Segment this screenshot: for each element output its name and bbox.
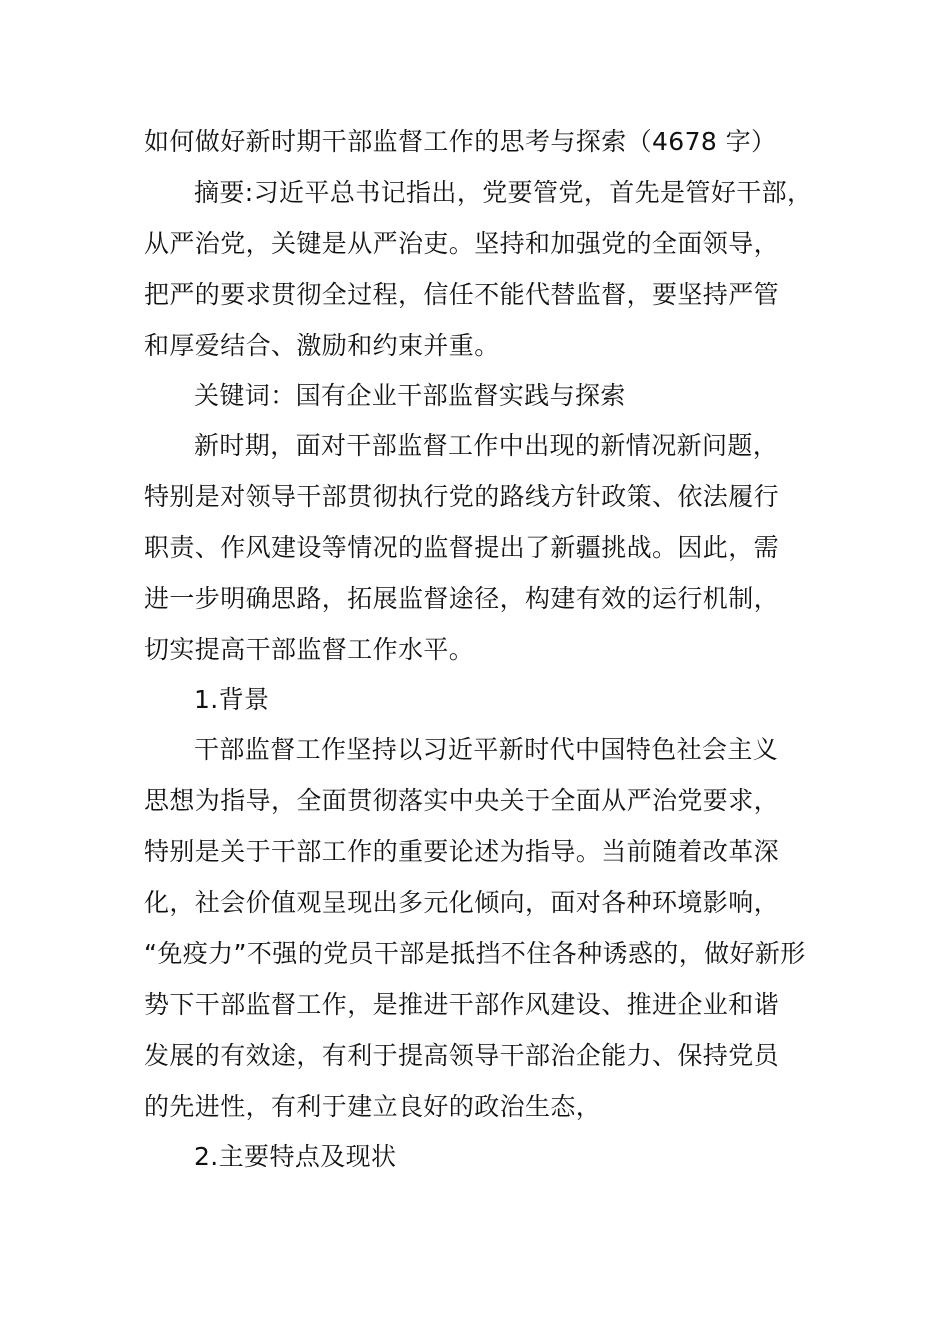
abstract-line: 和厚爱结合、激励和约束并重。: [144, 331, 500, 360]
abstract-line: 把严的要求贯彻全过程，信任不能代替监督，要坚持严管: [144, 280, 780, 309]
paragraph-line: 职责、作风建设等情况的监督提出了新疆挑战。因此，需: [144, 533, 780, 562]
paragraph-line: 化，社会价值观呈现出多元化倾向，面对各种环境影响，: [144, 888, 780, 917]
paragraph-line: 新时期，面对干部监督工作中出现的新情况新问题，: [194, 431, 779, 460]
paragraph-line: 特别是关于干部工作的重要论述为指导。当前随着改革深: [144, 837, 780, 866]
paragraph-line: 切实提高干部监督工作水平。: [144, 635, 475, 664]
paragraph-line: 干部监督工作坚持以习近平新时代中国特色社会主义: [194, 735, 779, 764]
abstract-line: 摘要:习近平总书记指出，党要管党，首先是管好干部，: [194, 178, 813, 207]
document-title: 如何做好新时期干部监督工作的思考与探索（4678 字）: [144, 127, 777, 156]
paragraph-line: 特别是对领导干部贯彻执行党的路线方针政策、依法履行: [144, 482, 780, 511]
paragraph-line: 进一步明确思路，拓展监督途径，构建有效的运行机制，: [144, 584, 780, 613]
abstract-line: 从严治党，关键是从严治吏。坚持和加强党的全面领导，: [144, 229, 780, 258]
paragraph-line: 思想为指导，全面贯彻落实中央关于全面从严治党要求，: [144, 786, 780, 815]
paragraph-line: 的先进性，有利于建立良好的政治生态，: [144, 1092, 602, 1121]
paragraph-line: 发展的有效途，有利于提高领导干部治企能力、保持党员: [144, 1041, 780, 1070]
paragraph-line: 势下干部监督工作，是推进干部作风建设、推进企业和谐: [144, 990, 780, 1019]
keywords-line: 关键词：国有企业干部监督实践与探索: [194, 381, 626, 410]
section-heading: 1.背景: [194, 685, 270, 714]
paragraph-line: “免疫力”不强的党员干部是抵挡不住各种诱惑的，做好新形: [144, 939, 806, 968]
section-heading: 2.主要特点及现状: [194, 1142, 397, 1171]
